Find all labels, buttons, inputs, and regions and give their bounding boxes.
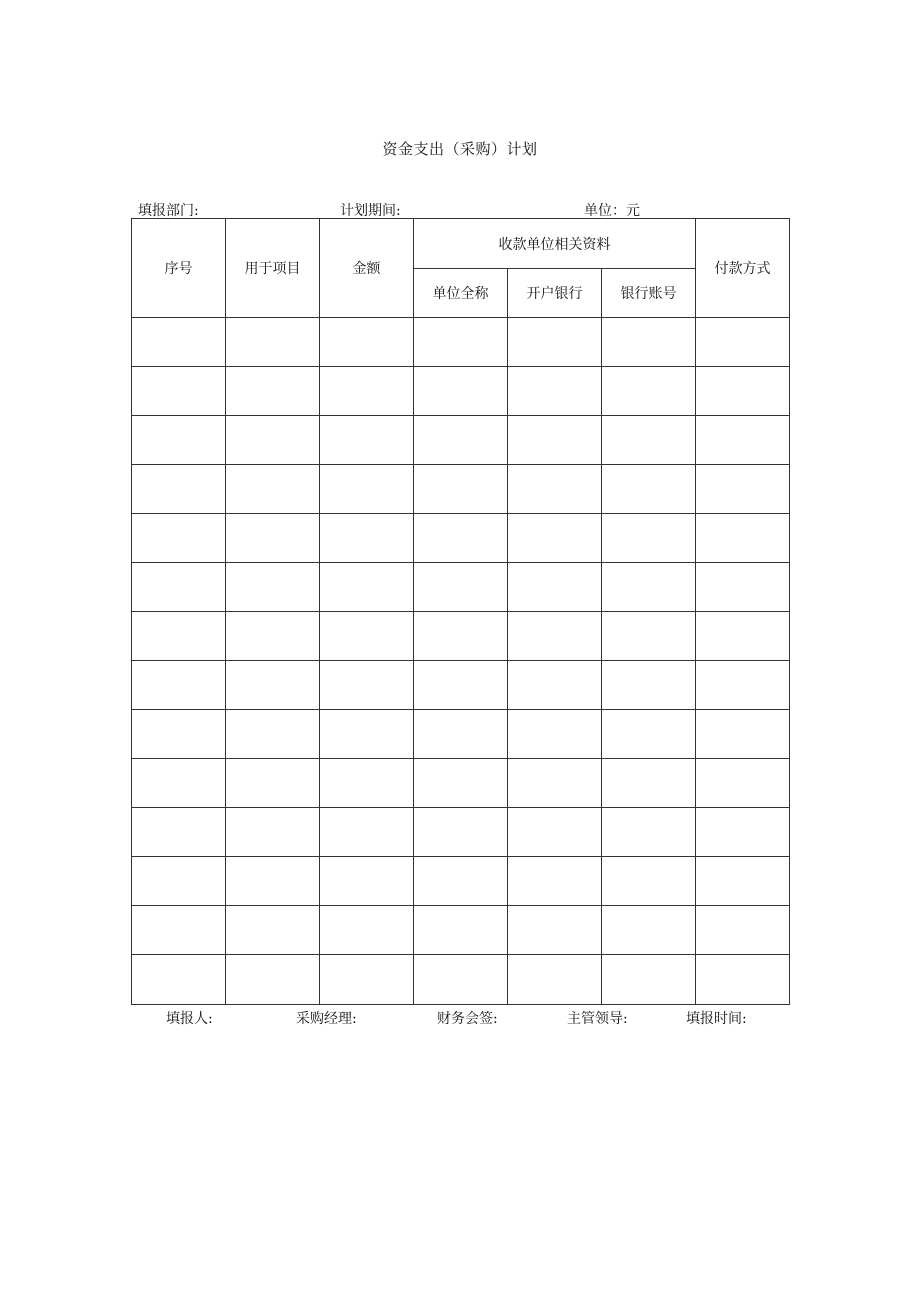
- table-row: [132, 955, 790, 1005]
- table-cell[interactable]: [696, 465, 790, 514]
- table-cell[interactable]: [508, 465, 602, 514]
- table-cell[interactable]: [414, 955, 508, 1005]
- table-cell[interactable]: [132, 612, 226, 661]
- table-cell[interactable]: [508, 857, 602, 906]
- table-cell[interactable]: [320, 612, 414, 661]
- header-row-top: [132, 219, 790, 269]
- table-cell[interactable]: [508, 416, 602, 465]
- table-cell[interactable]: [226, 514, 320, 563]
- table-cell[interactable]: [320, 563, 414, 612]
- table-cell[interactable]: [602, 367, 696, 416]
- table-cell[interactable]: [226, 612, 320, 661]
- table-cell[interactable]: [602, 612, 696, 661]
- currency-unit-label: 单位：元: [584, 203, 640, 219]
- finance-countersign-label: 财务会签:: [437, 1011, 498, 1027]
- table-cell[interactable]: [132, 514, 226, 563]
- table-cell[interactable]: [132, 318, 226, 367]
- table-cell[interactable]: [320, 465, 414, 514]
- table-cell[interactable]: [508, 563, 602, 612]
- table-cell[interactable]: [602, 857, 696, 906]
- header-payee-name: 单位全称: [414, 269, 508, 318]
- table-cell[interactable]: [602, 661, 696, 710]
- table-cell[interactable]: [508, 759, 602, 808]
- table-cell[interactable]: [132, 710, 226, 759]
- table-cell[interactable]: [696, 367, 790, 416]
- table-cell[interactable]: [414, 367, 508, 416]
- header-payment-method: 付款方式: [696, 219, 790, 318]
- table-cell[interactable]: [508, 612, 602, 661]
- table-cell[interactable]: [226, 563, 320, 612]
- table-cell[interactable]: [132, 416, 226, 465]
- table-cell[interactable]: [414, 759, 508, 808]
- table-cell[interactable]: [226, 710, 320, 759]
- header-amount: 金额: [320, 219, 414, 318]
- table-cell[interactable]: [414, 906, 508, 955]
- table-cell[interactable]: [602, 563, 696, 612]
- table-cell[interactable]: [132, 367, 226, 416]
- table-cell[interactable]: [508, 367, 602, 416]
- table-cell[interactable]: [696, 318, 790, 367]
- expenditure-plan-table: [131, 218, 790, 1005]
- table-cell[interactable]: [508, 318, 602, 367]
- header-bank: 开户银行: [508, 269, 602, 318]
- filled-by-label: 填报人:: [166, 1011, 213, 1027]
- table-cell[interactable]: [320, 710, 414, 759]
- table-cell[interactable]: [696, 514, 790, 563]
- table-cell[interactable]: [320, 857, 414, 906]
- table-cell[interactable]: [320, 416, 414, 465]
- table-cell[interactable]: [696, 416, 790, 465]
- table-cell[interactable]: [602, 906, 696, 955]
- table-cell[interactable]: [132, 808, 226, 857]
- table-cell[interactable]: [696, 808, 790, 857]
- table-cell[interactable]: [508, 808, 602, 857]
- table-cell[interactable]: [226, 416, 320, 465]
- table-cell[interactable]: [226, 759, 320, 808]
- table-cell[interactable]: [602, 710, 696, 759]
- table-row: [132, 857, 790, 906]
- table-cell[interactable]: [414, 612, 508, 661]
- table-cell[interactable]: [226, 808, 320, 857]
- document-title: 资金支出（采购）计划: [382, 140, 538, 158]
- table-cell[interactable]: [226, 318, 320, 367]
- table-cell[interactable]: [132, 857, 226, 906]
- fill-time-label: 填报时间:: [686, 1011, 747, 1027]
- table-cell[interactable]: [414, 857, 508, 906]
- table-cell[interactable]: [508, 514, 602, 563]
- table-cell[interactable]: [414, 563, 508, 612]
- header-seq: 序号: [132, 219, 226, 318]
- table-row: [132, 808, 790, 857]
- table-row: [132, 465, 790, 514]
- table-cell[interactable]: [602, 955, 696, 1005]
- table-row: [132, 661, 790, 710]
- table-cell[interactable]: [696, 661, 790, 710]
- table-cell[interactable]: [696, 563, 790, 612]
- table-cell[interactable]: [602, 318, 696, 367]
- table-cell[interactable]: [320, 808, 414, 857]
- plan-period-label: 计划期间:: [340, 203, 401, 219]
- table-cell[interactable]: [414, 465, 508, 514]
- table-cell[interactable]: [414, 318, 508, 367]
- table-cell[interactable]: [132, 906, 226, 955]
- header-account: 银行账号: [602, 269, 696, 318]
- table-cell[interactable]: [320, 661, 414, 710]
- table-cell[interactable]: [602, 416, 696, 465]
- table-cell[interactable]: [602, 514, 696, 563]
- table-row: [132, 416, 790, 465]
- table-cell[interactable]: [414, 416, 508, 465]
- table-row: [132, 318, 790, 367]
- table-cell[interactable]: [508, 661, 602, 710]
- table-cell[interactable]: [226, 367, 320, 416]
- table-row: [132, 514, 790, 563]
- table-cell[interactable]: [320, 367, 414, 416]
- table-cell[interactable]: [132, 661, 226, 710]
- table-cell[interactable]: [508, 710, 602, 759]
- table-cell[interactable]: [696, 906, 790, 955]
- table-cell[interactable]: [696, 612, 790, 661]
- supervisor-label: 主管领导:: [567, 1011, 628, 1027]
- table-cell[interactable]: [132, 563, 226, 612]
- table-cell[interactable]: [132, 955, 226, 1005]
- table-cell[interactable]: [226, 906, 320, 955]
- table-row: [132, 612, 790, 661]
- table-cell[interactable]: [696, 710, 790, 759]
- table-cell[interactable]: [226, 661, 320, 710]
- table-cell[interactable]: [132, 759, 226, 808]
- table-cell[interactable]: [696, 759, 790, 808]
- table-cell[interactable]: [602, 759, 696, 808]
- table-row: [132, 563, 790, 612]
- table-cell[interactable]: [132, 465, 226, 514]
- table-row: [132, 906, 790, 955]
- table-cell[interactable]: [414, 710, 508, 759]
- purchasing-manager-label: 采购经理:: [296, 1011, 357, 1027]
- table-cell[interactable]: [696, 857, 790, 906]
- department-label: 填报部门:: [138, 203, 199, 219]
- table-row: [132, 367, 790, 416]
- table-row: [132, 759, 790, 808]
- table-cell[interactable]: [602, 808, 696, 857]
- header-purpose: 用于项目: [226, 219, 320, 318]
- table-cell[interactable]: [320, 514, 414, 563]
- table-cell[interactable]: [602, 465, 696, 514]
- table-cell[interactable]: [414, 661, 508, 710]
- table-cell[interactable]: [320, 955, 414, 1005]
- table-cell[interactable]: [226, 857, 320, 906]
- table-cell[interactable]: [320, 759, 414, 808]
- header-payee-info-group: 收款单位相关资料: [414, 219, 696, 269]
- table-cell[interactable]: [320, 906, 414, 955]
- table-cell[interactable]: [508, 906, 602, 955]
- table-cell[interactable]: [508, 955, 602, 1005]
- table-cell[interactable]: [226, 955, 320, 1005]
- table-cell[interactable]: [414, 808, 508, 857]
- table-cell[interactable]: [226, 465, 320, 514]
- table-cell[interactable]: [696, 955, 790, 1005]
- table-cell[interactable]: [414, 514, 508, 563]
- table-cell[interactable]: [320, 318, 414, 367]
- table-row: [132, 710, 790, 759]
